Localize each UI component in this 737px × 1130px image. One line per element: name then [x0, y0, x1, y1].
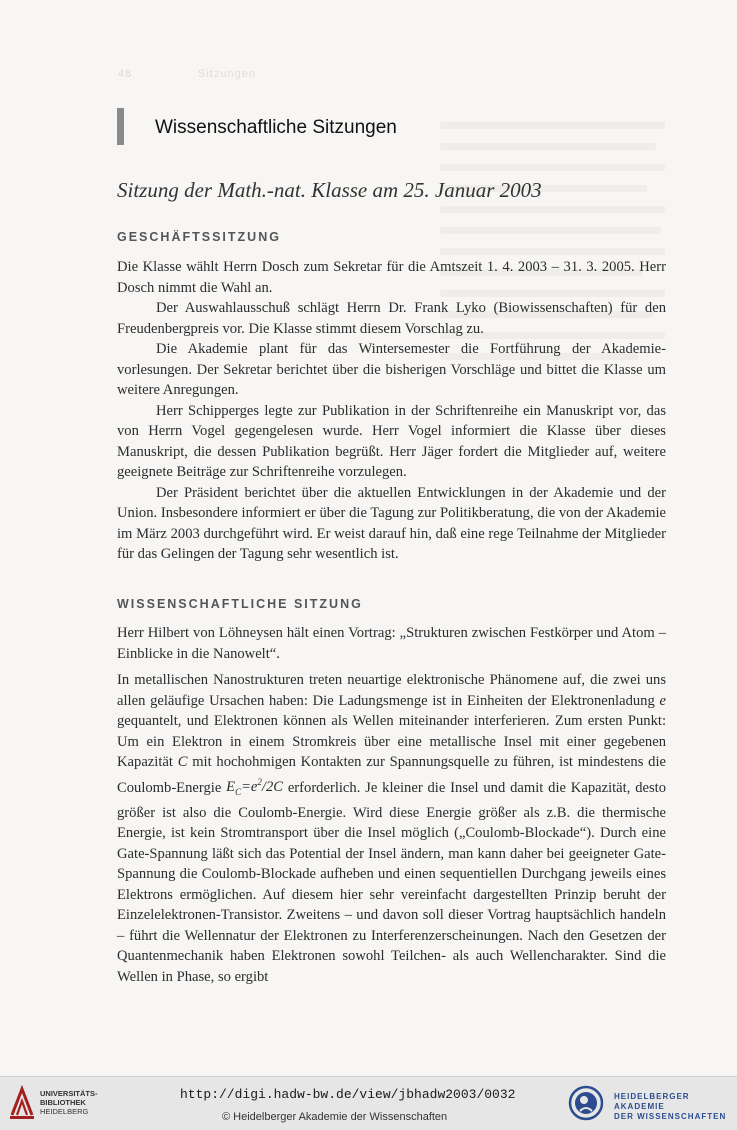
lecture-intro — [117, 623, 666, 664]
variable-c: C — [177, 754, 188, 770]
academy-seal-icon — [568, 1085, 604, 1121]
university-library-logo-icon — [8, 1085, 36, 1121]
bleed-through-page-number: 48 — [118, 68, 133, 80]
paragraph: Herr Hilbert von Löhneysen hält einen Vortrag: „Strukturen zwischen Festkörper und Atom – Einblicke in die Nanowelt“. — [117, 625, 666, 662]
permalink-url[interactable]: http://digi.hadw-bw.de/view/jbhadw2003/0032 — [180, 1087, 516, 1102]
session-title: Sitzung der Math.-nat. Klasse am 25. Januar 2003 — [117, 178, 542, 202]
paragraph: Der Auswahlausschuß schlägt Herrn Dr. Frank Lyko (Biowissenschaften) für den Freudenbergpreis vor. Die Klasse stimmt diesem Vorschlag zu. — [117, 300, 666, 337]
paragraph: In metallischen Nanostrukturen treten neuartige elektronische Phänomene auf, die zwei uns allen geläufige Ursachen haben: Die Ladungsmenge ist in Einheiten der Elektronenladung e gequantelt, und Elektronen können als Wellen miteinander interferieren. Zum ersten Punkt: Um ein Elektron in einem Stromkreis über eine metallische Insel mit einer gegebenen Kapazität C mit hochohmigen Kontakten zur Spannungsquelle zu führen, ist mindestens die Coulomb-Energie $E_C=e^2/2C$ erforderlich. Je kleiner die Insel und damit die Kapazität, desto größer ist also die Coulomb-Energie. Wird diese Energie größer als z.B. die thermische Energie, ist kein Stromtransport über die Insel möglich („Coulomb-Blockade“). Durch eine Gate-Spannung läßt sich das Potential der Insel ändern, man kann daher bei geeigneter Gate-Spannung die Coulomb-Blockade aufheben und einen sequentiellen Durchgang jeweils eines Elektrons ermöglichen. Auf diesem hier sehr vereinfacht dargestellten Prinzip beruht der Einzelelektronen-Transistor. Zweitens – und davon soll dieser Vortrag hauptsächlich handeln – führt die Wellennatur der Elektronen zu Interferenzerscheinungen. Nach den Gesetzen der Quantenmechanik haben Elektronen sowohl Teilchen- als auch Wellencharakter. Sind die Wellen in Phase, so ergibt — [117, 672, 666, 985]
academy-name: HEIDELBERGER AKADEMIE DER WISSENSCHAFTEN — [614, 1092, 727, 1121]
copyright-notice: © Heidelberger Akademie der Wissenschaften — [222, 1111, 448, 1123]
paragraph: Die Klasse wählt Herrn Dosch zum Sekretar für die Amtszeit 1. 4. 2003 – 31. 3. 2005. Herr Dosch nimmt die Wahl an. — [117, 259, 666, 296]
bleed-through-running-head: Sitzungen — [198, 68, 256, 80]
coulomb-energy-formula: $E_C=e^2/2C$ — [226, 777, 283, 798]
heading-geschaeftssitzung: GESCHÄFTSSITZUNG — [117, 230, 281, 244]
paragraph: Herr Schipperges legte zur Publikation in der Schriftenreihe ein Manuskript vor, das von Herrn Vogel gegengelesen wurde. Herr Vogel informiert die Klasse über dieses Manuskript, die dessen Publikation begrüßt. Herr Jäger fordert die Mitglieder auf, weitere geeignete Beiträge zur Schriftenreihe vorzulegen. — [117, 402, 666, 480]
lecture-body — [117, 670, 666, 987]
paragraph: Die Akademie plant für das Wintersemester die Fortführung der Akademie-vorlesungen. Der Sekretar berichtet über die bisherigen Vorschläge und bittet die Klasse um weitere Anregungen. — [117, 341, 666, 398]
viewer-footer — [0, 1076, 737, 1130]
business-session-text — [117, 257, 666, 565]
university-library-name: UNIVERSITÄTS- BIBLIOTHEK HEIDELBERG — [40, 1089, 98, 1116]
paragraph: Der Präsident berichtet über die aktuellen Entwicklungen in der Akademie und der Union. Insbesondere informiert er über die Tagung zur Politikberatung, die von der Akademie im März 2003 durchgeführt wird. Er weist darauf hin, daß eine rege Teilnahme der Mitglieder für das Gelingen der Tagung sehr wesentlich ist. — [117, 484, 666, 562]
variable-e: e — [659, 692, 666, 709]
section-title: Wissenschaftliche Sitzungen — [155, 117, 397, 138]
section-marker-bar — [117, 108, 124, 145]
heading-wissenschaftliche-sitzung: WISSENSCHAFTLICHE SITZUNG — [117, 597, 363, 611]
